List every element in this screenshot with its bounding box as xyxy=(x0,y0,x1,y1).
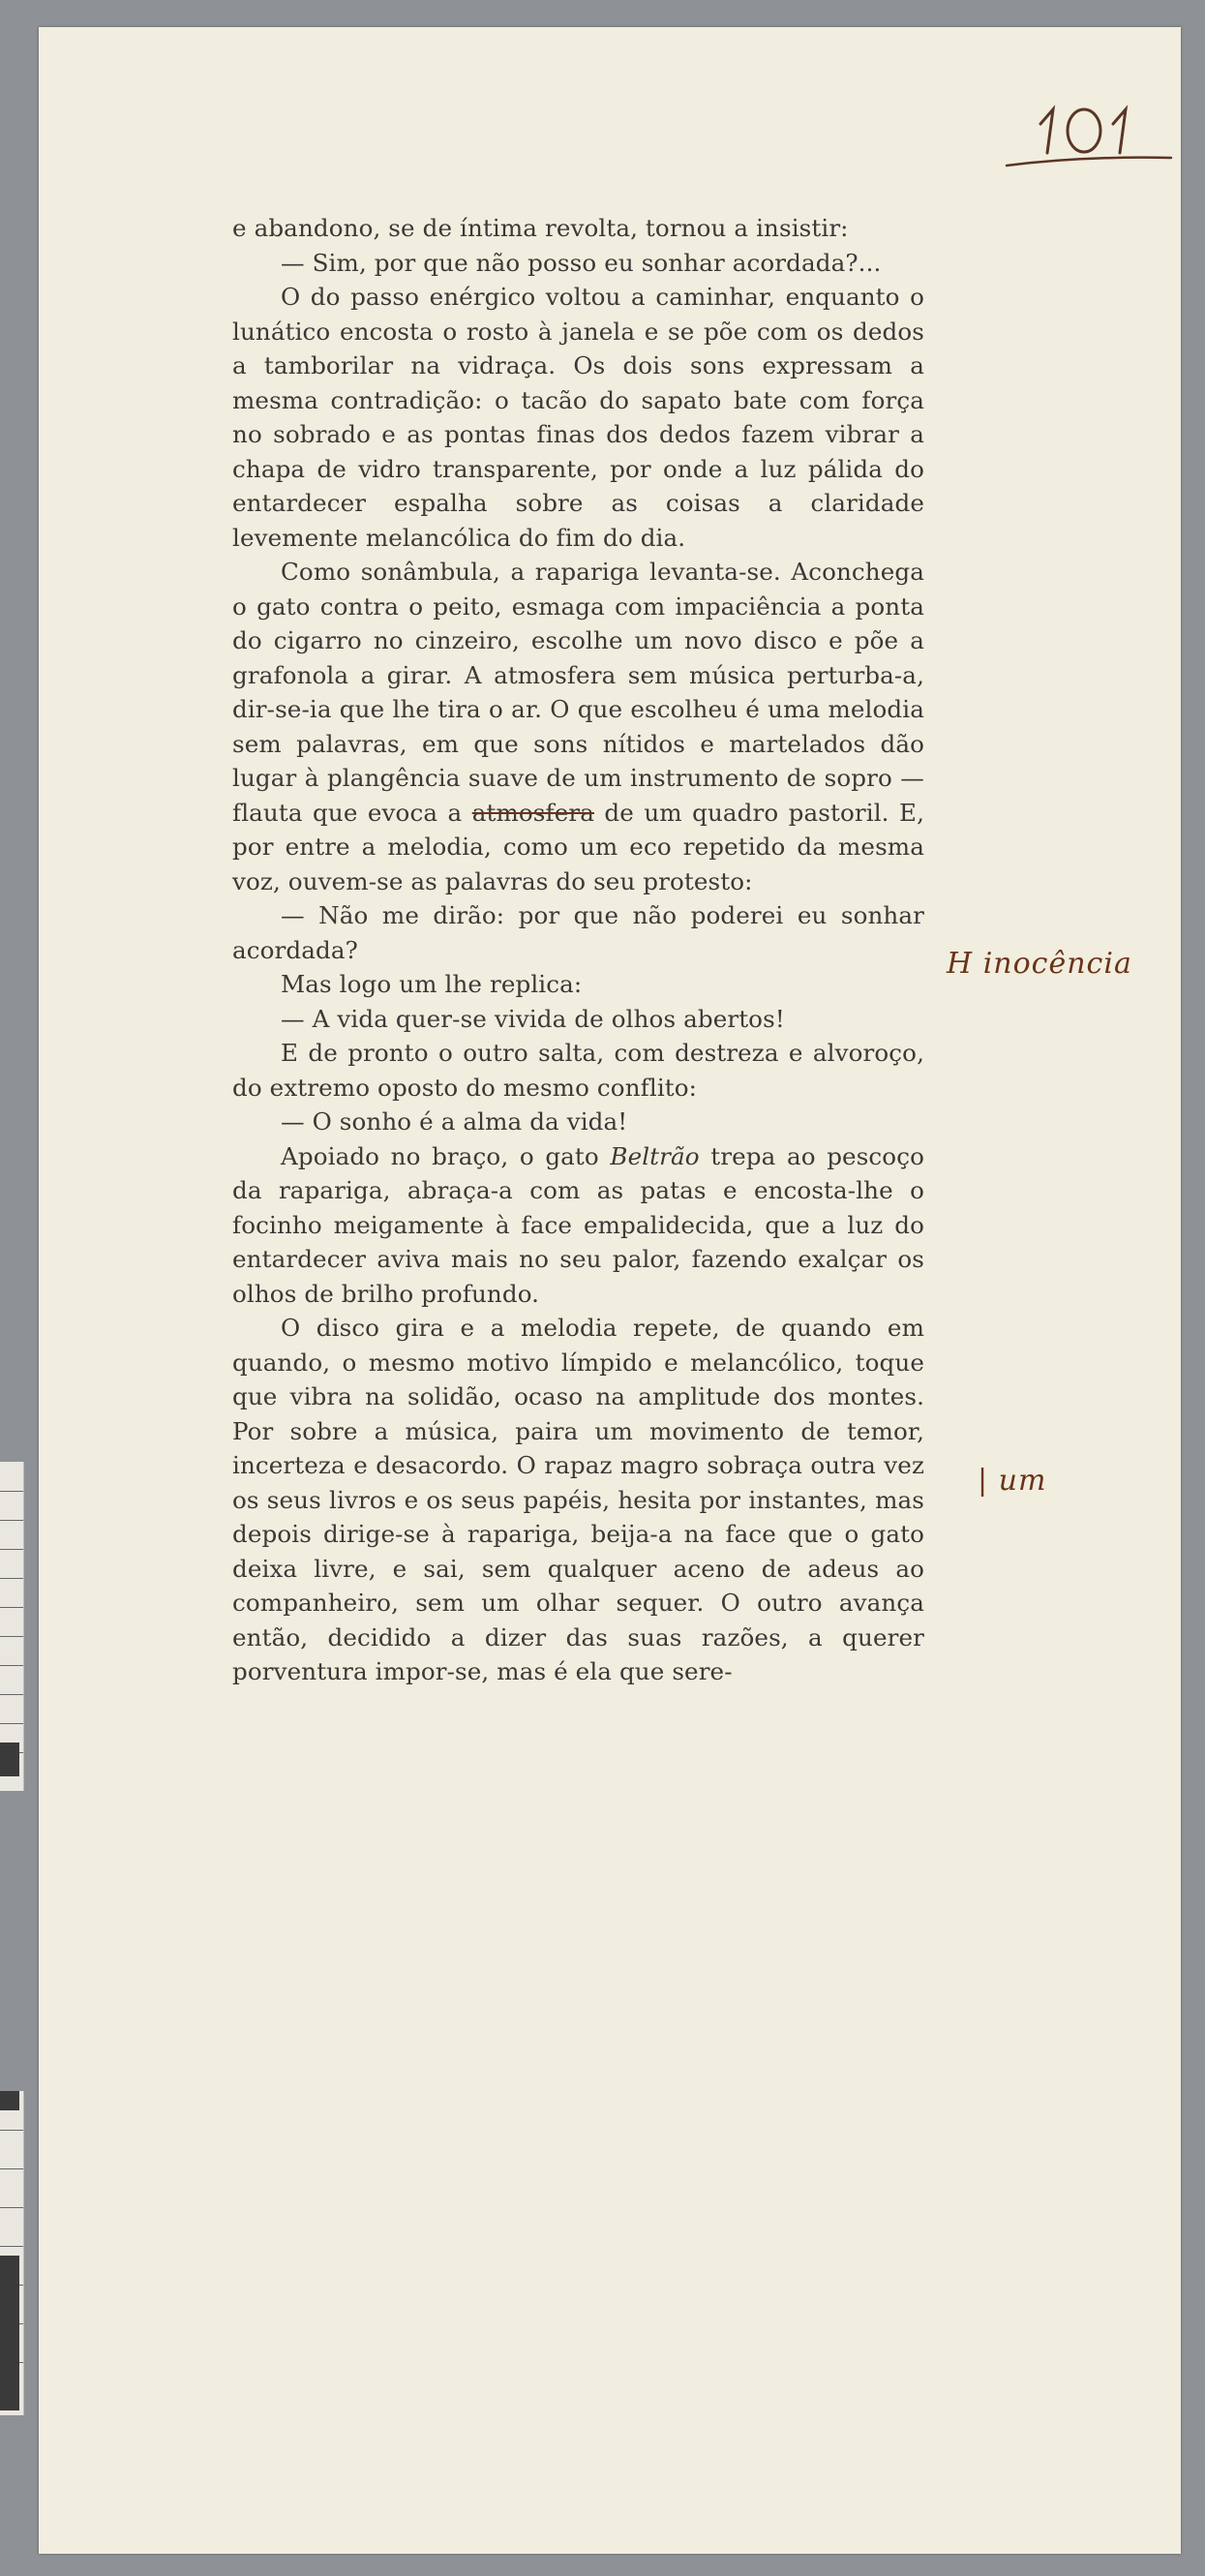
measurement-ruler-top xyxy=(0,1462,24,1791)
paragraph-11: O disco gira e a melodia repete, de quando em quando, o mesmo motivo límpido e melancólico, toque que vibra na solidão, ocaso na amplitude dos montes. Por sobre a música, paira um movimento de temor, incerteza e desacordo. O rapaz magro sobraça outra vez os seus livros e os seus papéis, hesita por instantes, mas depois dirige-se à rapariga, beija-a na face que o gato deixa livre, e sai, sem qualquer aceno de adeus ao companheiro, sem um olhar sequer. O outro avança então, decidido a dizer das suas razões, a querer porventura impor-se, mas é ela que sere- xyxy=(232,1314,924,1685)
paragraph-4-end: de um quadro pastoril. E, por entre a melodia, como um eco repetido da mesma voz, ouvem-se as palavras do seu protesto: xyxy=(232,798,924,895)
margin-note-um: | um xyxy=(978,1464,1047,1498)
paragraph-8: E de pronto o outro salta, com destreza e alvoroço, do extremo oposto do mesmo conflito: xyxy=(232,1039,924,1102)
paragraph-2: — Sim, por que não posso eu sonhar acordada?... xyxy=(281,248,882,277)
page-number-drawing xyxy=(997,80,1181,187)
paragraph-4-start: Como sonâmbula, a rapariga levanta-se. Aconchega o gato contra o peito, esmaga com impaciência a ponta do cigarro no cinzeiro, escolhe um novo disco e põe a grafonola a girar. A atmosfera sem música perturba-a, dir-se-ia que lhe tira o ar. O que escolheu é uma melodia sem palavras, em que sons nítidos e martelados dão lugar à plangência suave de um instrumento de sopro — flauta que evoca a xyxy=(232,558,924,827)
paragraph-6: Mas logo um lhe replica: xyxy=(281,970,583,998)
body-text xyxy=(232,211,924,1689)
cat-name: Beltrão xyxy=(610,1141,700,1170)
paragraph-10-start: Apoiado no braço, o gato xyxy=(281,1141,599,1170)
paragraph-5: — Não me dirão: por que não poderei eu sonhar acordada? xyxy=(232,901,924,964)
manuscript-page xyxy=(39,27,1181,2554)
paragraph-10-mid: trepa ao pescoço da rapariga, abraça-a com as patas e encosta-lhe o focinho meigamente à face empalidecida, que a luz do entardecer aviva mais no seu palor, fazendo exalçar os olhos de xyxy=(232,1141,924,1308)
paragraph-7: — A vida quer-se vivida de olhos abertos! xyxy=(281,1004,785,1033)
page-number-handwritten xyxy=(997,80,1181,187)
paragraph-9: — O sonho é a alma da vida! xyxy=(281,1107,628,1136)
paragraph-3: O do passo enérgico voltou a caminhar, enquanto o lunático encosta o rosto à janela e se põe com os dedos a tamborilar na vidraça. Os dois sons expressam a mesma contradição: o tacão do sapato bate com força no sobrado e as pontas finas dos dedos fazem vibrar a chapa de vidro transparente, por onde a luz pálida do entardecer espalha sobre as coisas a claridade levemente melancólica do fim do dia. xyxy=(232,283,924,552)
struck-word: atmosfera xyxy=(471,798,594,827)
paragraph-1: e abandono, se de íntima revolta, tornou a insistir: xyxy=(232,214,849,242)
paragraph-4 xyxy=(232,555,924,898)
measurement-ruler-bottom xyxy=(0,2091,24,2415)
paragraph-10-end: brilho profundo. xyxy=(341,1279,540,1308)
paragraph-10 xyxy=(232,1139,924,1312)
margin-note-inocencia: H inocência xyxy=(947,947,1132,981)
